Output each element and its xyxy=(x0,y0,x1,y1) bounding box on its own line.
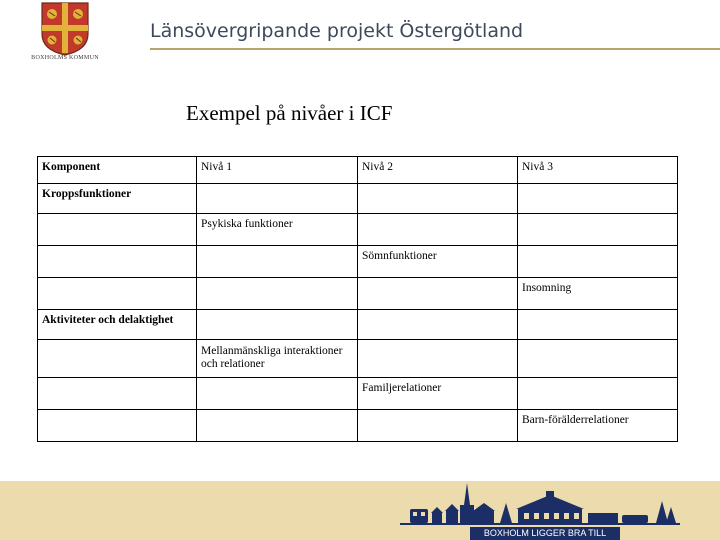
table-cell xyxy=(197,310,358,340)
table-cell xyxy=(38,214,197,246)
table-row xyxy=(38,410,678,442)
table-row xyxy=(38,340,678,378)
table-cell xyxy=(518,214,678,246)
table-cell xyxy=(197,410,358,442)
table-cell xyxy=(358,278,518,310)
table-row xyxy=(38,214,678,246)
table-cell xyxy=(38,246,197,278)
table-cell xyxy=(197,378,358,410)
header-komponent: Komponent xyxy=(38,157,197,184)
header-niva-2: Nivå 2 xyxy=(358,157,518,184)
table-cell xyxy=(197,246,358,278)
table-cell xyxy=(38,278,197,310)
level-1-cell: Psykiska funktioner xyxy=(197,214,358,246)
level-1-cell: Mellanmänskliga interaktioner och relationer xyxy=(197,340,358,378)
table-row xyxy=(38,310,678,340)
coat-of-arms-icon xyxy=(22,0,108,56)
table-cell xyxy=(358,214,518,246)
header-title: Länsövergripande projekt Östergötland xyxy=(150,20,524,42)
table-row xyxy=(38,278,678,310)
component-cell: Kroppsfunktioner xyxy=(38,184,197,214)
skyline-icon xyxy=(400,481,680,527)
icf-levels-table xyxy=(37,156,678,442)
table-cell xyxy=(38,340,197,378)
component-label: Aktiviteter och delaktighet xyxy=(42,314,174,326)
level-3-cell: Barn-förälderrelationer xyxy=(518,410,678,442)
table-cell xyxy=(518,246,678,278)
level-2-cell: Sömnfunktioner xyxy=(358,246,518,278)
component-cell xyxy=(38,310,197,340)
table-cell xyxy=(38,410,197,442)
table-row xyxy=(38,378,678,410)
level-3-cell: Insomning xyxy=(518,278,678,310)
footer-slogan: BOXHOLM LIGGER BRA TILL xyxy=(470,527,620,540)
header-niva-3: Nivå 3 xyxy=(518,157,678,184)
table-cell xyxy=(518,378,678,410)
table-row xyxy=(38,246,678,278)
table-cell xyxy=(197,278,358,310)
slide-title: Exempel på nivåer i ICF xyxy=(186,101,393,125)
header-divider xyxy=(150,48,720,50)
table-row xyxy=(38,184,678,214)
level-2-cell: Familjerelationer xyxy=(358,378,518,410)
header-niva-1: Nivå 1 xyxy=(197,157,358,184)
table-cell xyxy=(518,340,678,378)
table-cell xyxy=(38,378,197,410)
town-skyline-illustration xyxy=(400,481,680,527)
table-cell xyxy=(358,340,518,378)
table-header-row xyxy=(38,157,678,184)
boxholm-logo xyxy=(22,0,108,66)
table-cell xyxy=(358,184,518,214)
logo-caption: BOXHOLMS KOMMUN xyxy=(31,55,99,61)
table-cell xyxy=(358,310,518,340)
table-cell xyxy=(518,310,678,340)
table-cell xyxy=(518,184,678,214)
table-cell xyxy=(358,410,518,442)
table-cell xyxy=(197,184,358,214)
